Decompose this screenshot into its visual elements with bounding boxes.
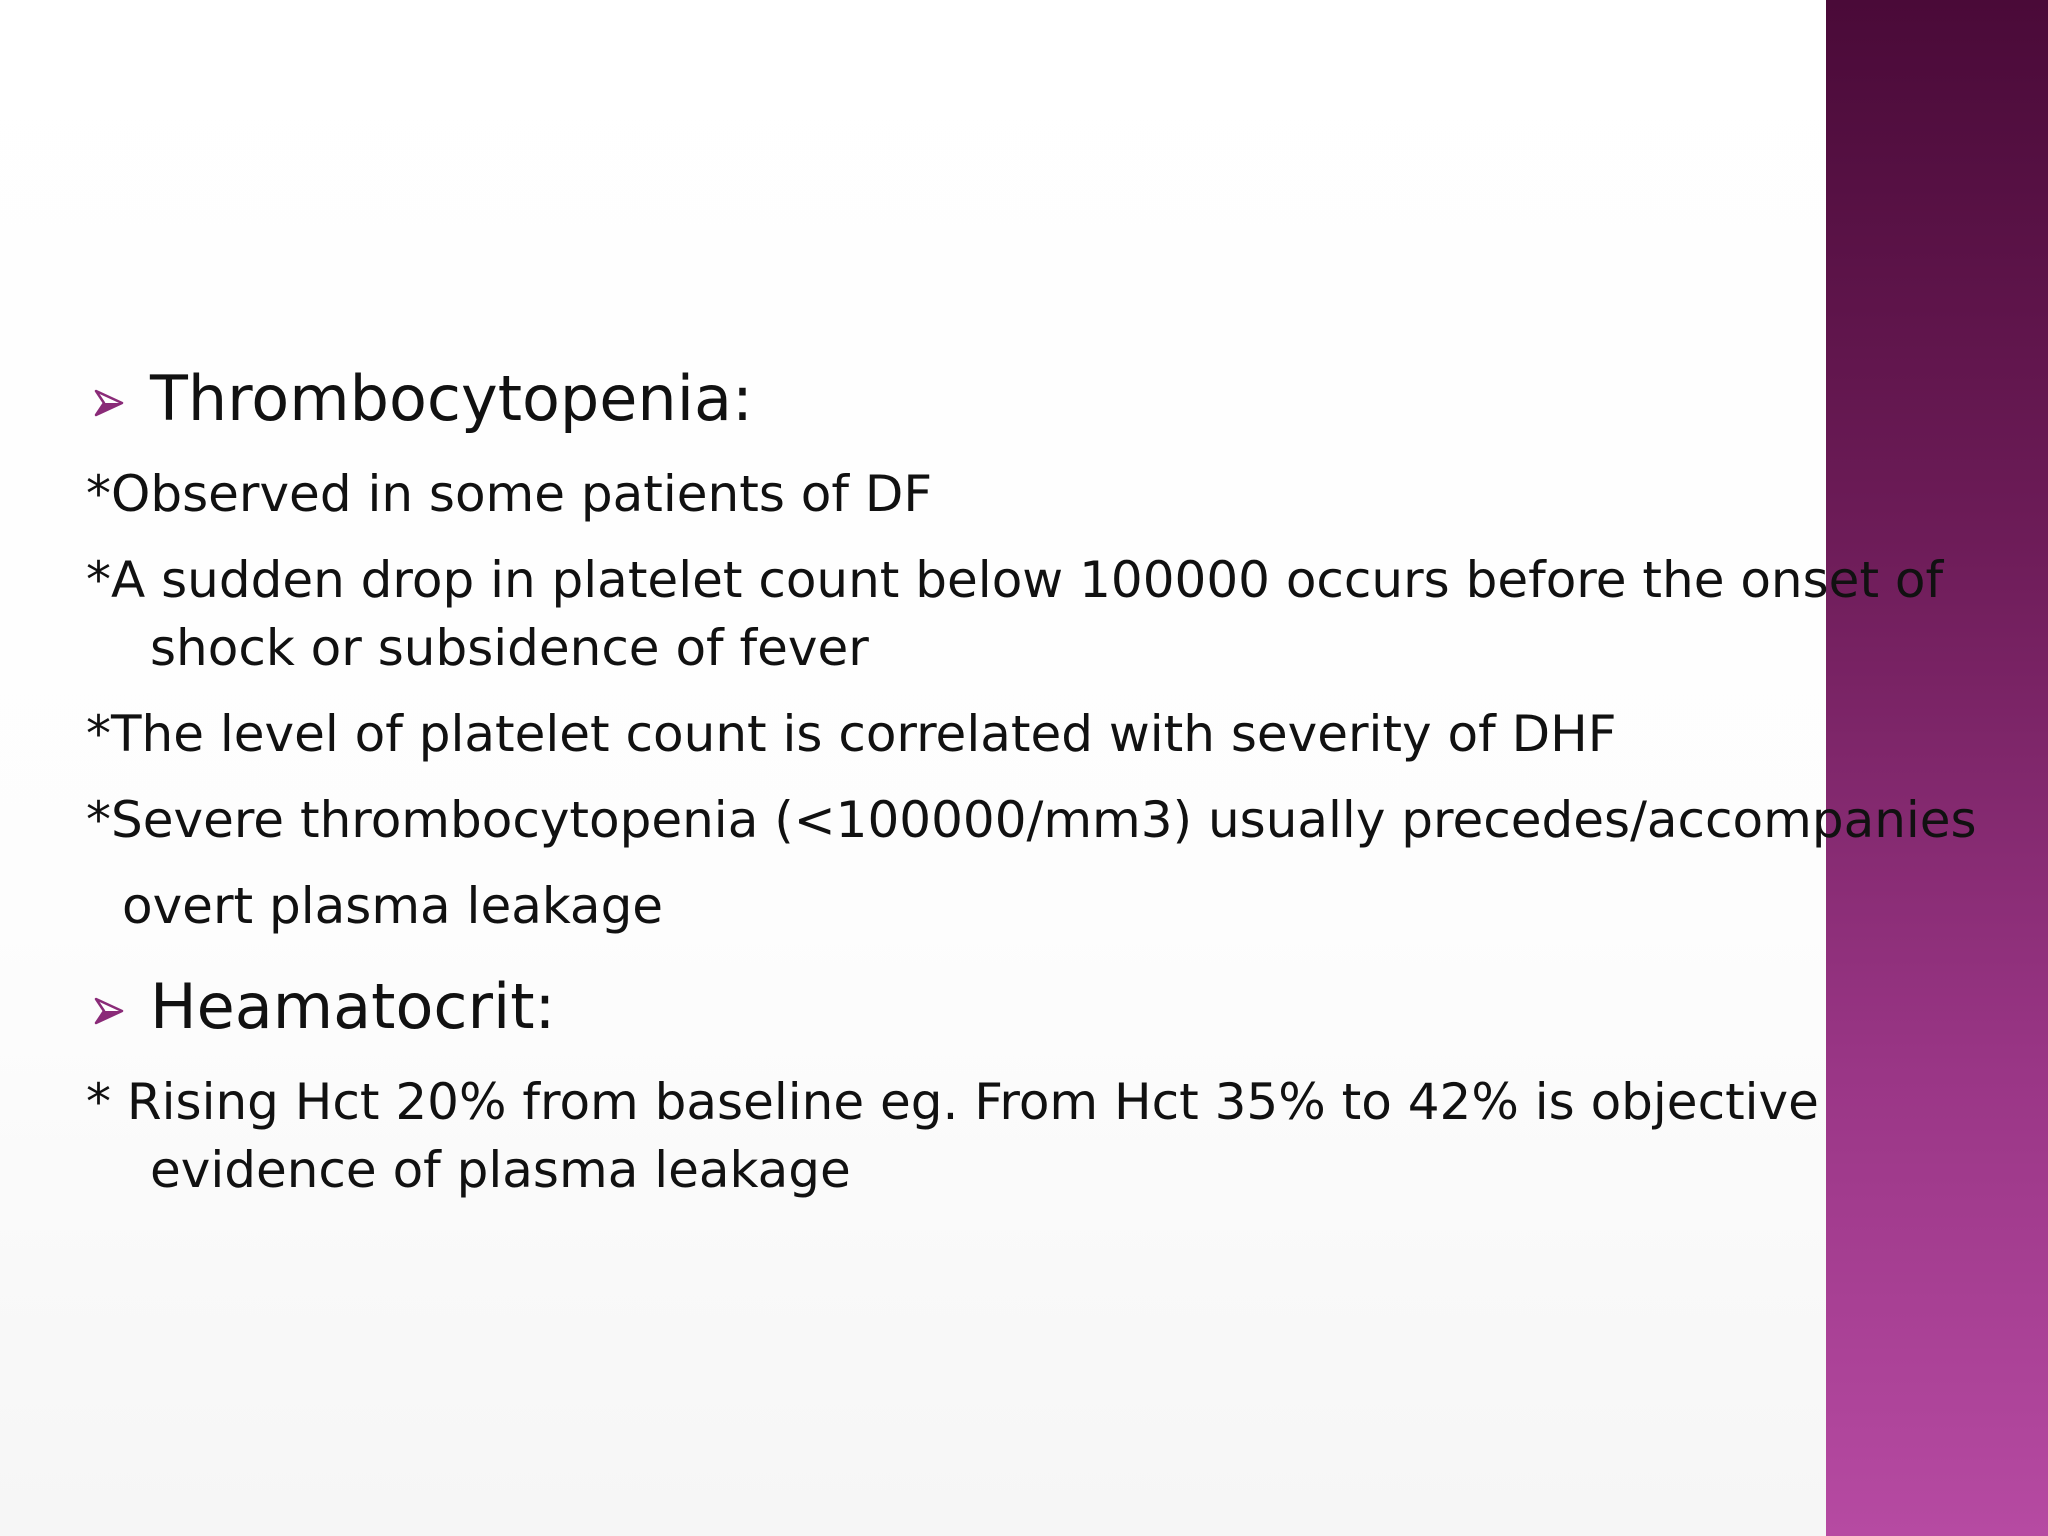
body-line-continuation: overt plasma leakage (122, 877, 664, 935)
body-line: *A sudden drop in platelet count below 100000 occurs before the onset of (86, 551, 1944, 609)
body-line: *The level of platelet count is correlated with severity of DHF (86, 705, 1617, 763)
triangle-arrow-bullet-icon (94, 996, 124, 1026)
triangle-arrow-bullet-icon (94, 388, 124, 418)
body-line: *Severe thrombocytopenia (<100000/mm3) usually precedes/accompanies (86, 791, 1977, 849)
body-line-continuation: evidence of plasma leakage (150, 1141, 851, 1199)
body-line-continuation: shock or subsidence of fever (150, 619, 869, 677)
section-heading-thrombocytopenia (86, 360, 2006, 438)
heading-text: Heamatocrit: (150, 970, 556, 1043)
slide-content (86, 360, 2006, 1204)
body-line: *Observed in some patients of DF (86, 465, 933, 523)
section-heading-heamatocrit (86, 968, 2006, 1046)
body-line: * Rising Hct 20% from baseline eg. From Hct 35% to 42% is objective (86, 1073, 1819, 1131)
heading-text: Thrombocytopenia: (150, 362, 753, 435)
